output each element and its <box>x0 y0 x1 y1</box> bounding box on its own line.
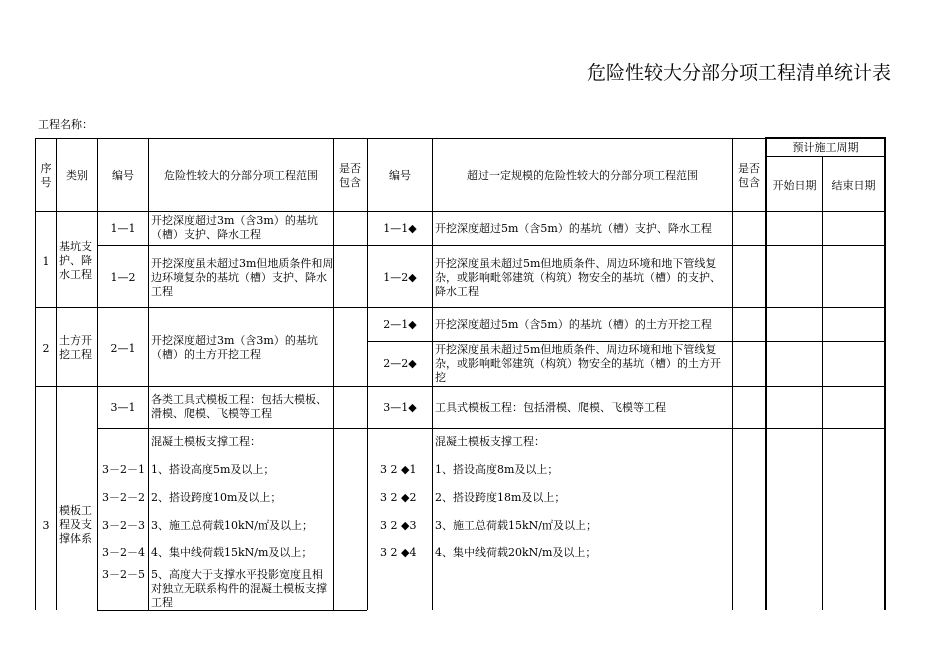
header-super-included: 是否包含 <box>738 162 760 189</box>
row-super-scope: 4、集中线荷载20kN/m及以上； <box>435 546 597 559</box>
group-category: 模板工程及支撑体系 <box>59 504 92 545</box>
row-code: 1—1 <box>110 222 136 235</box>
project-name-label: 工程名称： <box>38 118 93 131</box>
row-super-code: 2—1◆ <box>383 318 417 331</box>
row-scope: 5、高度大于支撑水平投影宽度且相对独立无联系构件的混凝土模板支撑工程 <box>151 568 327 609</box>
row-super-scope: 开挖深度超过5m（含5m）的基坑（槽）支护、降水工程 <box>435 222 712 235</box>
header-seq: 序号 <box>40 162 52 189</box>
row-code: 3－2－4 <box>102 546 145 559</box>
header-schedule: 预计施工周期 <box>792 141 859 154</box>
row-super-scope: 工具式模板工程：包括滑模、爬模、飞模等工程 <box>435 401 666 414</box>
row-code: 3－2－3 <box>102 519 145 532</box>
row-scope: 3、施工总荷载10kN/㎡及以上； <box>151 519 313 532</box>
row-code: 3—1 <box>110 401 136 414</box>
row-super-scope: 3、施工总荷载15kN/㎡及以上； <box>435 519 597 532</box>
row-scope: 开挖深度超过3m（含3m）的基坑（槽）支护、降水工程 <box>151 214 318 241</box>
header-included: 是否包含 <box>339 162 361 189</box>
header-end-date: 结束日期 <box>831 179 876 192</box>
row-super-code: 3 2 ◆1 <box>380 463 417 476</box>
row-scope: 1、搭设高度5m及以上； <box>151 463 275 476</box>
row-super-scope-title: 混凝土模板支撑工程： <box>435 435 545 448</box>
row-scope: 各类工具式模板工程：包括大模板、滑模、爬模、飞模等工程 <box>151 393 327 420</box>
header-category: 类别 <box>66 169 88 182</box>
group-seq: 2 <box>42 342 50 355</box>
header-start-date: 开始日期 <box>772 179 817 192</box>
row-code: 3－2－2 <box>102 491 145 504</box>
group-category: 土方开挖工程 <box>59 334 92 361</box>
row-super-code: 3 2 ◆3 <box>380 519 417 532</box>
page-title: 危险性较大分部分项工程清单统计表 <box>587 62 892 84</box>
group-seq: 3 <box>42 519 50 532</box>
row-super-scope: 开挖深度虽未超过5m但地质条件、周边环境和地下管线复杂，或影响毗邻建筑（构筑）物安全的基坑（槽）的支护、降水工程 <box>435 257 721 298</box>
row-code: 3－2－1 <box>102 463 145 476</box>
row-super-code: 1—1◆ <box>383 222 417 235</box>
row-super-code: 3 2 ◆2 <box>380 491 417 504</box>
row-super-scope: 1、搭设高度8m及以上； <box>435 463 559 476</box>
header-code: 编号 <box>112 169 134 182</box>
row-super-scope: 开挖深度超过5m（含5m）的基坑（槽）的土方开挖工程 <box>435 318 712 331</box>
row-code: 3－2－5 <box>102 568 145 581</box>
row-scope: 开挖深度超过3m（含3m）的基坑（槽）的土方开挖工程 <box>151 334 318 361</box>
header-super-code: 编号 <box>389 169 411 182</box>
row-code: 2—1 <box>110 342 136 355</box>
row-super-code: 3 2 ◆4 <box>380 546 417 559</box>
header-scope: 危险性较大的分部分项工程范围 <box>164 169 318 182</box>
row-super-code: 2—2◆ <box>383 357 417 370</box>
row-scope-title: 混凝土模板支撑工程： <box>151 435 261 448</box>
group-seq: 1 <box>42 255 50 268</box>
row-super-scope: 2、搭设跨度18m及以上； <box>435 491 566 504</box>
row-super-code: 1—2◆ <box>383 271 417 284</box>
row-scope: 开挖深度虽未超过3m但地质条件和周边环境复杂的基坑（槽）支护、降水工程 <box>151 257 334 298</box>
row-scope: 4、集中线荷载15kN/m及以上； <box>151 546 313 559</box>
group-category: 基坑支护、降水工程 <box>59 240 92 281</box>
row-code: 1—2 <box>110 271 136 284</box>
row-super-scope: 开挖深度虽未超过5m但地质条件、周边环境和地下管线复杂，或影响毗邻建筑（构筑）物安全的基坑（槽）的土方开挖 <box>435 343 721 384</box>
row-scope: 2、搭设跨度10m及以上； <box>151 491 282 504</box>
header-super-scope: 超过一定规模的危险性较大的分部分项工程范围 <box>467 169 698 182</box>
row-super-code: 3—1◆ <box>383 401 417 414</box>
